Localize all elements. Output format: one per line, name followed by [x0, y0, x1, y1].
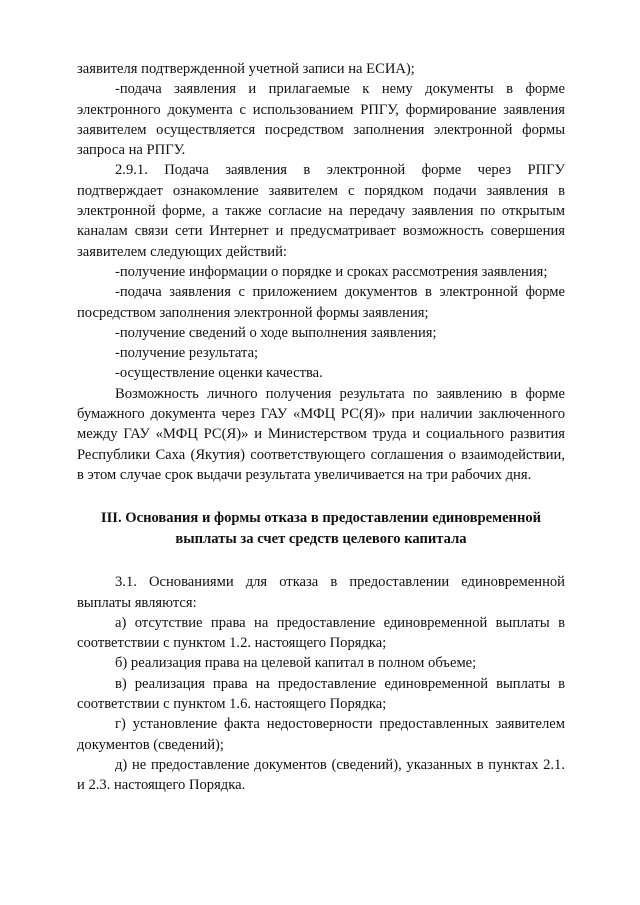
paragraph-mfc: Возможность личного получения результата по заявлению в форме бумажного документа через ГАУ «МФЦ РС(Я)» при наличии заключенного между ГАУ «МФЦ РС(Я)» и Министерством труда и социального развития Республики Саха (Якутия) соответствующего соглашения о взаимодействии, в этом случае срок выдачи результата увеличивается на три рабочих дня. — [77, 385, 565, 483]
paragraph-2-9-1: 2.9.1. Подача заявления в электронной форме через РПГУ подтверждает ознакомление заявителем с порядком подачи заявления в электронной форме, а также согласие на передачу заявления по открытым каналам связи сети Интернет и предусматривает возможность совершения заявителем следующих действий: — [77, 162, 565, 260]
list-item-submission: -подача заявления с приложением документов в электронной форме посредством заполнения электронной формы заявления; — [77, 284, 565, 321]
list-item-info: -получение информации о порядке и сроках рассмотрения заявления; — [115, 263, 548, 280]
list-item-result: -получение результата; — [115, 345, 259, 362]
document-body — [77, 59, 565, 796]
paragraph-continuation: заявителя подтвержденной учетной записи на ЕСИА); — [77, 61, 415, 77]
ground-b: б) реализация права на целевой капитал в полном объеме; — [115, 655, 477, 672]
ground-a: а) отсутствие права на предоставление единовременной выплаты в соответствии с пунктом 1.2. настоящего Порядка; — [77, 614, 565, 652]
section-heading-line-1: III. Основания и формы отказа в предоставлении единовременной — [100, 510, 542, 527]
list-item-status: -получение сведений о ходе выполнения заявления; — [115, 324, 437, 341]
ground-v: в) реализация права на предоставление единовременной выплаты в соответствии с пунктом 1.6. настоящего Порядка; — [77, 675, 565, 713]
paragraph-3-1: 3.1. Основаниями для отказа в предоставлении единовременной выплаты являются: — [77, 574, 565, 611]
section-heading — [77, 508, 565, 549]
paragraph-rpgu-submission: -подача заявления и прилагаемые к нему документы в форме электронного документа с использованием РПГУ, формирование заявления заявителем осуществляется посредством заполнения электронной формы запроса на РПГУ. — [77, 81, 565, 159]
section-heading-line-2: выплаты за счет средств целевого капитала — [175, 530, 467, 547]
ground-g: г) установление факта недостоверности предоставленных заявителем документов (сведений); — [77, 716, 565, 753]
ground-d: д) не предоставление документов (сведений), указанных в пунктах 2.1. и 2.3. настоящего Порядка. — [77, 756, 565, 794]
list-item-rating: -осуществление оценки качества. — [115, 365, 323, 382]
